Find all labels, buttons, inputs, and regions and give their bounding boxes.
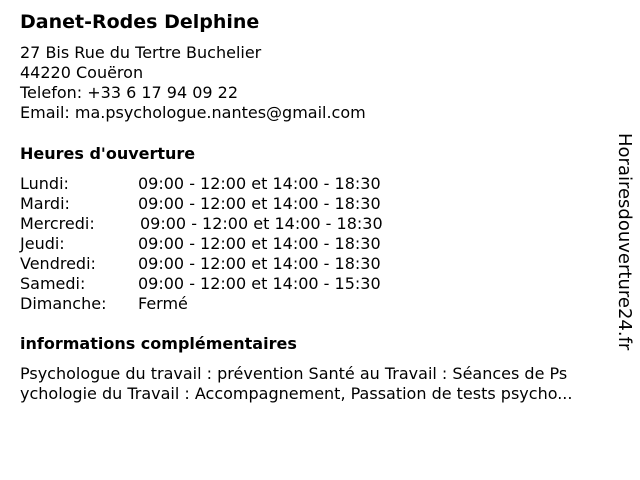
time-value: Fermé	[138, 294, 188, 313]
time-value: 09:00 - 12:00 et 14:00 - 18:30	[138, 254, 381, 273]
day-label: Mardi:	[20, 194, 70, 213]
day-label: Jeudi:	[20, 234, 65, 253]
day-label: Vendredi:	[20, 254, 96, 273]
info-line: Psychologue du travail : prévention Santé au Travail : Séances de Ps	[20, 364, 568, 383]
address-city: 44220 Couëron	[20, 63, 144, 82]
time-value: 09:00 - 12:00 et 14:00 - 18:30	[138, 234, 381, 253]
phone-number: Telefon: +33 6 17 94 09 22	[20, 83, 239, 102]
time-value: 09:00 - 12:00 et 14:00 - 15:30	[138, 274, 381, 293]
info-heading: informations complémentaires	[20, 334, 297, 353]
contact-block	[20, 43, 366, 123]
address-street: 27 Bis Rue du Tertre Buchelier	[20, 43, 262, 62]
hours-heading: Heures d'ouverture	[20, 144, 196, 163]
day-label: Lundi:	[20, 174, 69, 193]
time-value: 09:00 - 12:00 et 14:00 - 18:30	[138, 194, 381, 213]
time-value: 09:00 - 12:00 et 14:00 - 18:30	[140, 214, 383, 233]
email-address: Email: ma.psychologue.nantes@gmail.com	[20, 103, 366, 122]
day-label: Samedi:	[20, 274, 86, 293]
time-value: 09:00 - 12:00 et 14:00 - 18:30	[138, 174, 381, 193]
business-name: Danet-Rodes Delphine	[20, 11, 260, 33]
info-description	[20, 364, 620, 404]
day-label: Dimanche:	[20, 294, 107, 313]
site-watermark: Horairesdouverture24.fr	[614, 133, 635, 351]
day-label: Mercredi:	[20, 214, 95, 233]
info-line: ychologie du Travail : Accompagnement, Passation de tests psycho...	[20, 384, 573, 403]
